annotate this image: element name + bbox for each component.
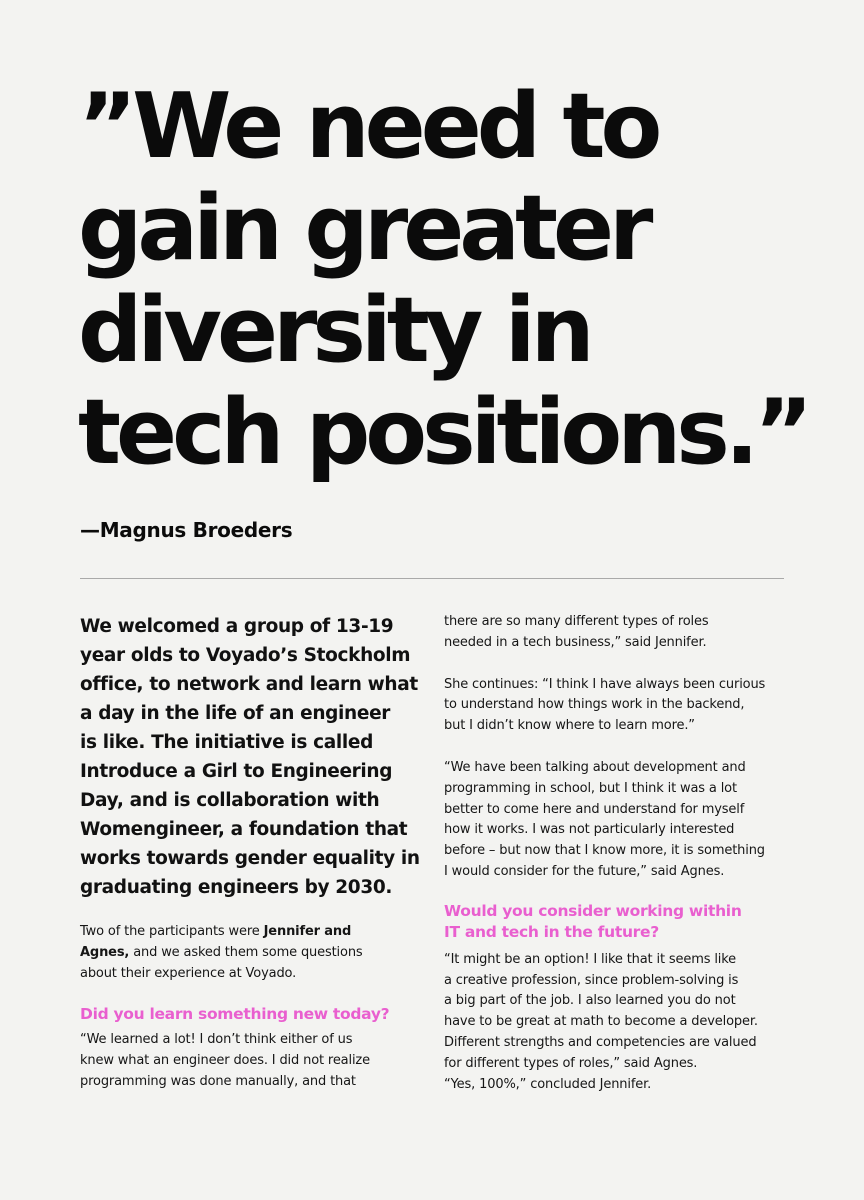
continuation-paragraph <box>444 612 784 654</box>
headline-line: diversity in <box>78 278 590 383</box>
body-line: “We have been talking about development and <box>444 759 746 775</box>
intro-line: graduating engineers by 2030. <box>80 877 393 898</box>
body-line: for different types of roles,” said Agnes. <box>444 1055 698 1071</box>
intro-line: We welcomed a group of 13-19 <box>80 616 394 637</box>
heading-line: Would you consider working within <box>444 901 742 920</box>
body-line: “It might be an option! I like that it seems like <box>444 951 736 967</box>
body-line: She continues: “I think I have always been curious <box>444 676 766 692</box>
answer-paragraph-1 <box>80 1030 410 1092</box>
body-line: have to be great at math to become a developer. <box>444 1014 758 1030</box>
intro-line: is like. The initiative is called <box>80 732 373 753</box>
body-line: I would consider for the future,” said Agnes. <box>444 863 725 879</box>
intro-line: a day in the life of an engineer <box>80 703 391 724</box>
pull-quote-headline <box>78 76 818 484</box>
intro-line: Womengineer, a foundation that <box>80 819 408 840</box>
body-line: there are so many different types of roles <box>444 614 709 629</box>
intro-line: year olds to Voyado’s Stockholm <box>80 645 411 666</box>
participants-paragraph <box>80 922 410 984</box>
intro-line: Day, and is collaboration with <box>80 790 380 811</box>
answer-line: programming was done manually, and that <box>80 1073 356 1089</box>
body-line: better to come here and understand for myself <box>444 801 745 817</box>
intro-line: works towards gender equality in <box>80 848 420 869</box>
participants-line: Two of the participants were Jennifer and <box>80 924 352 939</box>
heading-line: IT and tech in the future? <box>444 922 659 941</box>
body-line: programming in school, but I think it was a lot <box>444 780 737 796</box>
body-line: how it works. I was not particularly interested <box>444 822 735 838</box>
body-line: needed in a tech business,” said Jennifer. <box>444 634 707 650</box>
agnes-paragraph <box>444 758 784 883</box>
answer-line: “We learned a lot! I don’t think either of us <box>80 1032 353 1048</box>
body-line: before – but now that I know more, it is something <box>444 843 765 859</box>
left-column <box>80 612 420 1093</box>
continues-paragraph <box>444 675 784 737</box>
question-heading-2 <box>444 901 784 943</box>
question-heading-1: Did you learn something new today? <box>80 1005 390 1024</box>
intro-line: office, to network and learn what <box>80 674 418 695</box>
intro-line: Introduce a Girl to Engineering <box>80 761 393 782</box>
body-line: but I didn’t know where to learn more.” <box>444 718 695 734</box>
body-line: to understand how things work in the backend, <box>444 697 745 713</box>
headline-line: tech positions.” <box>78 380 809 485</box>
headline-line: ”We need to <box>78 74 658 179</box>
quote-attribution: —Magnus Broeders <box>80 518 293 542</box>
answer-paragraph-2 <box>444 950 784 1096</box>
body-line: a big part of the job. I also learned you do not <box>444 993 736 1009</box>
body-line: Different strengths and competencies are valued <box>444 1034 757 1050</box>
answer-line: knew what an engineer does. I did not realize <box>80 1053 370 1069</box>
intro-paragraph <box>80 612 420 902</box>
right-column <box>444 612 784 1095</box>
participants-line: about their experience at Voyado. <box>80 965 297 981</box>
body-line: “Yes, 100%,” concluded Jennifer. <box>444 1076 652 1092</box>
participants-line: Agnes, and we asked them some questions <box>80 944 363 960</box>
body-line: a creative profession, since problem-solving is <box>444 972 739 988</box>
section-divider <box>80 578 784 579</box>
headline-line: gain greater <box>78 176 649 281</box>
